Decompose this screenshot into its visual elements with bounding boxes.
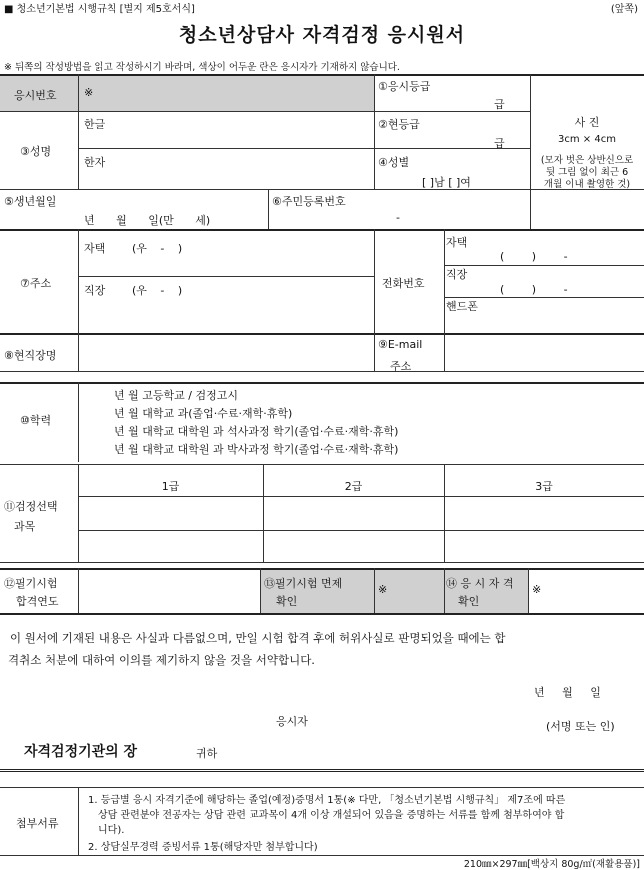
- addressee: 자격검정기관의 장: [24, 744, 138, 760]
- applicant-label: 응시자: [276, 715, 308, 728]
- attachment-1c: 니다).: [98, 825, 125, 836]
- subjects-grade-2: 2급: [344, 480, 363, 493]
- education-row-1[interactable]: 년 월 고등학교 / 검정고시: [114, 389, 238, 402]
- pledge-date[interactable]: 년 월 일: [534, 686, 601, 699]
- address-work-label: 직장: [84, 284, 106, 297]
- written-pass-label-2: 합격연도: [16, 595, 59, 608]
- apply-grade-label: ①응시등급: [378, 80, 431, 93]
- phone-home-format[interactable]: ( ) -: [500, 250, 568, 263]
- written-pass-label-1: ⑫필기시험: [4, 577, 58, 590]
- phone-label: 전화번호: [382, 277, 425, 290]
- address-home-zip[interactable]: (우 - ): [132, 242, 183, 255]
- written-exempt-label-1: ⑬필기시험 면제: [264, 577, 343, 590]
- exam-no-mark: ※: [84, 86, 94, 99]
- email-label: ⑨E-mail: [378, 338, 423, 351]
- email-sub-label: 주소: [390, 360, 412, 373]
- address-label: ⑦주소: [20, 277, 52, 290]
- subjects-label-1: ⑪검정선택: [4, 500, 58, 513]
- pledge-line-2: 격취소 처분에 대하여 이의를 제기하지 않을 것을 서약합니다.: [8, 653, 315, 667]
- qualification-label-1: ⑭ 응 시 자 격: [446, 577, 514, 590]
- page-side-label: (앞쪽): [610, 4, 638, 15]
- addressee-honorific: 귀하: [196, 747, 218, 760]
- current-grade-label: ②현등급: [378, 118, 420, 131]
- photo-note-2: 뒷 그림 없이 최근 6: [545, 167, 629, 178]
- written-exempt-mark: ※: [378, 583, 388, 596]
- birth-format[interactable]: 년 월 일(만 세): [84, 214, 211, 227]
- education-row-3[interactable]: 년 월 대학교 대학원 과 석사과정 학기(졸업·수료·재학·휴학): [114, 425, 399, 438]
- address-home-label: 자택: [84, 242, 106, 255]
- attachment-1b: 상담 관련분야 전공자는 상담 관련 교과목이 4개 이상 개설되어 있음을 증명하는 서류를 함께 첨부하여야 합: [98, 810, 565, 821]
- current-grade-unit: 급: [494, 137, 505, 150]
- paper-spec-footer: 210㎜×297㎜[백상지 80g/㎡(재활용품)]: [463, 859, 640, 870]
- phone-home-label: 자택: [446, 236, 468, 249]
- sex-options[interactable]: [ ]남 [ ]여: [422, 176, 471, 189]
- rrn-dash[interactable]: -: [396, 211, 400, 224]
- notice-text: ※ 뒤쪽의 작성방법을 읽고 작성하시기 바라며, 색상이 어두운 란은 응시자가 기재하지 않습니다.: [4, 62, 400, 73]
- written-exempt-label-2: 확인: [276, 595, 298, 608]
- form-title: 청소년상담사 자격검정 응시원서: [178, 24, 466, 46]
- photo-note-3: 개월 이내 촬영한 것): [543, 179, 631, 190]
- form-reference: ■ 청소년기본법 시행규칙 [별지 제5호서식]: [4, 4, 195, 15]
- education-label: ⑩학력: [20, 414, 52, 427]
- pledge-line-1: 이 원서에 기재된 내용은 사실과 다름없으며, 만일 시험 합격 후에 허위사실로 판명되었을 때에는 합: [10, 631, 506, 645]
- birth-label: ⑤생년월일: [4, 195, 57, 208]
- signature-label[interactable]: (서명 또는 인): [546, 720, 615, 733]
- phone-mobile-label: 핸드폰: [446, 300, 478, 313]
- phone-work-format[interactable]: ( ) -: [500, 283, 568, 296]
- qualification-mark: ※: [532, 583, 542, 596]
- name-label: ③성명: [20, 145, 52, 158]
- subjects-grade-1: 1급: [161, 480, 180, 493]
- photo-title: 사 진: [574, 116, 600, 129]
- attachment-2: 2. 상담실무경력 증빙서류 1통(해당자만 첨부합니다): [88, 842, 318, 853]
- address-work-zip[interactable]: (우 - ): [132, 284, 183, 297]
- education-row-4[interactable]: 년 월 대학교 대학원 과 박사과정 학기(졸업·수료·재학·휴학): [114, 443, 399, 456]
- name-hanja-label: 한자: [84, 156, 106, 169]
- subjects-label-2: 과목: [14, 520, 36, 533]
- subjects-grade-3: 3급: [535, 480, 553, 493]
- qualification-label-2: 확인: [458, 595, 480, 608]
- apply-grade-unit: 급: [494, 98, 505, 111]
- attachment-1a: 1. 등급별 응시 자격기준에 해당하는 졸업(예정)증명서 1통(※ 다만, 「청소년기본법 시행규칙」 제7조에 따른: [88, 795, 566, 806]
- phone-work-label: 직장: [446, 268, 468, 281]
- exam-no-label: 응시번호: [14, 89, 57, 102]
- sex-label: ④성별: [378, 156, 410, 169]
- attachments-label: 첨부서류: [16, 817, 59, 830]
- job-label: ⑧현직장명: [4, 349, 57, 362]
- photo-size: 3cm × 4cm: [558, 134, 616, 145]
- name-korean-label: 한글: [84, 118, 106, 131]
- photo-note-1: (모자 벗은 상반신으로: [540, 155, 634, 166]
- rrn-label: ⑥주민등록번호: [272, 195, 346, 208]
- education-row-2[interactable]: 년 월 대학교 과(졸업·수료·재학·휴학): [114, 407, 293, 420]
